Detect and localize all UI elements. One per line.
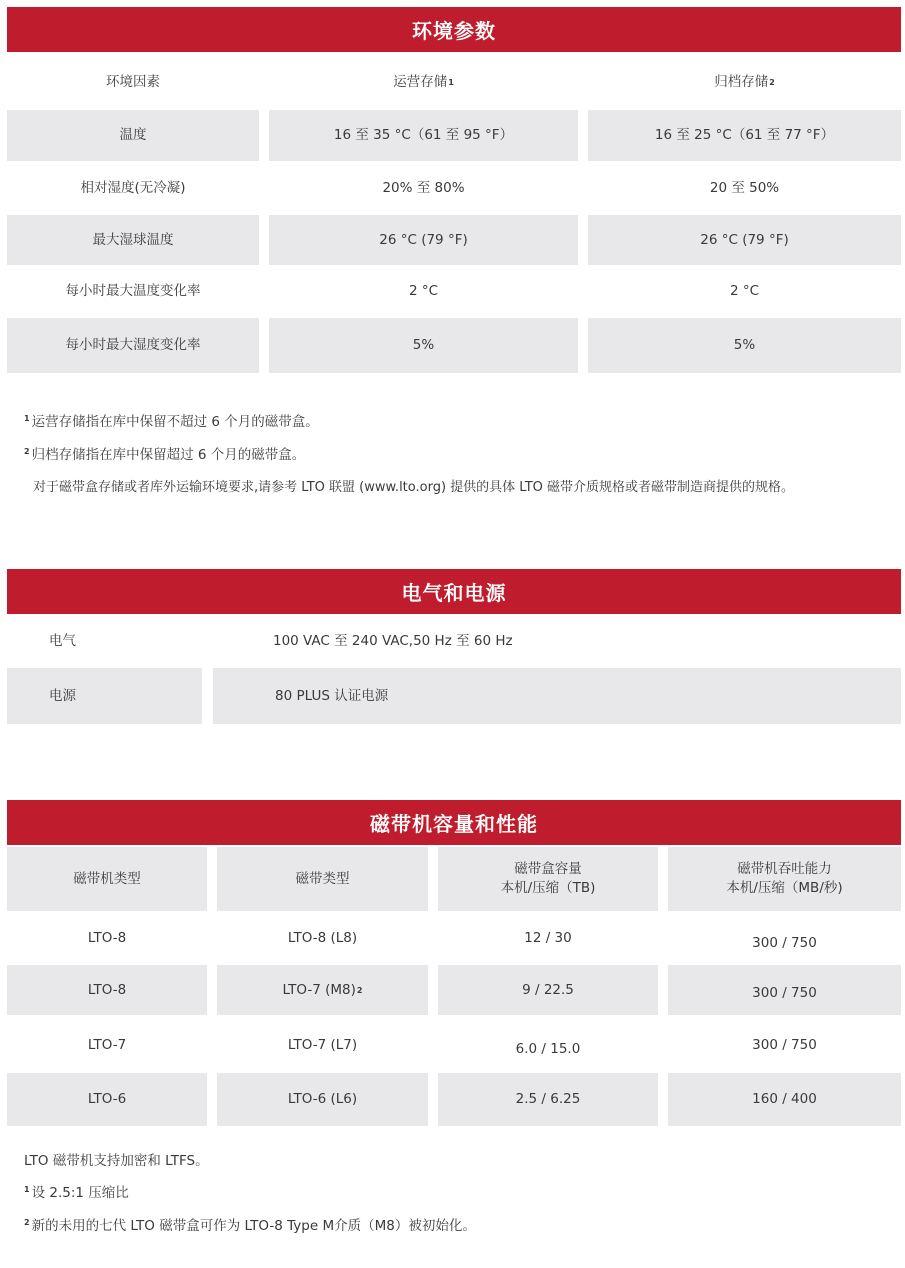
env-row-label: 最大湿球温度 xyxy=(7,215,259,265)
env-row-label: 相对湿度(无冷凝) xyxy=(80,179,186,196)
env-section-title: 环境参数 xyxy=(7,7,901,52)
power-value: 80 PLUS 认证电源 xyxy=(213,668,901,724)
perf-throughput: 160 / 400 xyxy=(668,1073,901,1126)
perf-header-capacity: 磁带盒容量 本机/压缩（TB) xyxy=(438,847,658,911)
footnote-mark: 2 xyxy=(356,985,363,995)
footnote-mark: 2 xyxy=(24,447,30,456)
perf-capacity: 9 / 22.5 xyxy=(438,965,658,1015)
power-label: 电源 xyxy=(7,668,202,724)
perf-throughput: 300 / 750 xyxy=(668,965,901,1015)
power-value: 100 VAC 至 240 VAC,50 Hz 至 60 Hz xyxy=(273,632,513,649)
env-row-archival: 26 °C (79 °F) xyxy=(588,215,901,265)
env-row-archival: 5% xyxy=(588,318,901,373)
perf-header-drive-type: 磁带机类型 xyxy=(7,847,207,911)
env-row-archival: 2 °C xyxy=(729,282,760,299)
perf-capacity: 2.5 / 6.25 xyxy=(438,1073,658,1126)
footnote-mark: 1 xyxy=(24,1185,30,1194)
perf-capacity: 6.0 / 15.0 xyxy=(515,1040,581,1057)
env-row-label: 每小时最大温度变化率 xyxy=(65,282,201,299)
env-row-operating: 26 °C (79 °F) xyxy=(269,215,578,265)
perf-note: LTO 磁带机支持加密和 LTFS。 xyxy=(24,1153,209,1169)
env-row-label: 温度 xyxy=(7,110,259,161)
perf-note: $^1$ 设 2.5:1 压缩比 xyxy=(24,1185,129,1201)
env-row-archival: 20 至 50% xyxy=(709,179,780,196)
env-row-archival: 16 至 25 °C（61 至 77 °F） xyxy=(588,110,901,161)
perf-throughput: 300 / 750 xyxy=(752,934,817,951)
env-note: 对于磁带盒存储或者库外运输环境要求,请参考 LTO 联盟 (www.lto.org) 提供的具体 LTO 磁带介质规格或者磁带制造商提供的规格。 xyxy=(33,480,795,495)
perf-tape: LTO-7 (L7) xyxy=(287,1036,358,1053)
perf-tape: LTO-6 (L6) xyxy=(217,1073,428,1126)
perf-tape: LTO-8 (L8) xyxy=(287,929,358,946)
env-row-label: 每小时最大湿度变化率 xyxy=(7,318,259,373)
perf-drive: LTO-8 xyxy=(87,929,127,946)
perf-drive: LTO-6 xyxy=(7,1073,207,1126)
env-header-operating: 运营存储 1 xyxy=(393,73,454,90)
footnote-mark: 2 xyxy=(24,1218,30,1227)
env-header-archival: 归档存储 2 xyxy=(714,73,775,90)
power-section-title: 电气和电源 xyxy=(7,569,901,614)
perf-drive: LTO-8 xyxy=(7,965,207,1015)
perf-section-title: 磁带机容量和性能 xyxy=(7,800,901,845)
perf-drive: LTO-7 xyxy=(87,1036,127,1053)
footnote-mark: 1 xyxy=(24,414,30,423)
env-row-operating: 16 至 35 °C（61 至 95 °F） xyxy=(269,110,578,161)
perf-tape: LTO-7 (M8) 2 xyxy=(217,965,428,1015)
env-note: $^1$ 运营存储指在库中保留不超过 6 个月的磁带盒。 xyxy=(24,414,319,430)
power-label: 电气 xyxy=(49,632,76,649)
footnote-mark: 1 xyxy=(448,77,454,87)
env-header-factor: 环境因素 xyxy=(106,73,160,90)
env-note: $^2$ 归档存储指在库中保留超过 6 个月的磁带盒。 xyxy=(24,447,306,463)
perf-throughput: 300 / 750 xyxy=(752,1036,817,1053)
env-row-operating: 5% xyxy=(269,318,578,373)
env-row-operating: 2 °C xyxy=(408,282,439,299)
perf-note: $^2$ 新的未用的七代 LTO 磁带盒可作为 LTO-8 Type M介质（M8）被初始化。 xyxy=(24,1218,476,1234)
perf-header-tape-type: 磁带类型 xyxy=(217,847,428,911)
perf-header-throughput: 磁带机吞吐能力 本机/压缩（MB/秒) xyxy=(668,847,901,911)
env-row-operating: 20% 至 80% xyxy=(382,179,465,196)
footnote-mark: 2 xyxy=(769,77,775,87)
perf-capacity: 12 / 30 xyxy=(524,929,572,946)
